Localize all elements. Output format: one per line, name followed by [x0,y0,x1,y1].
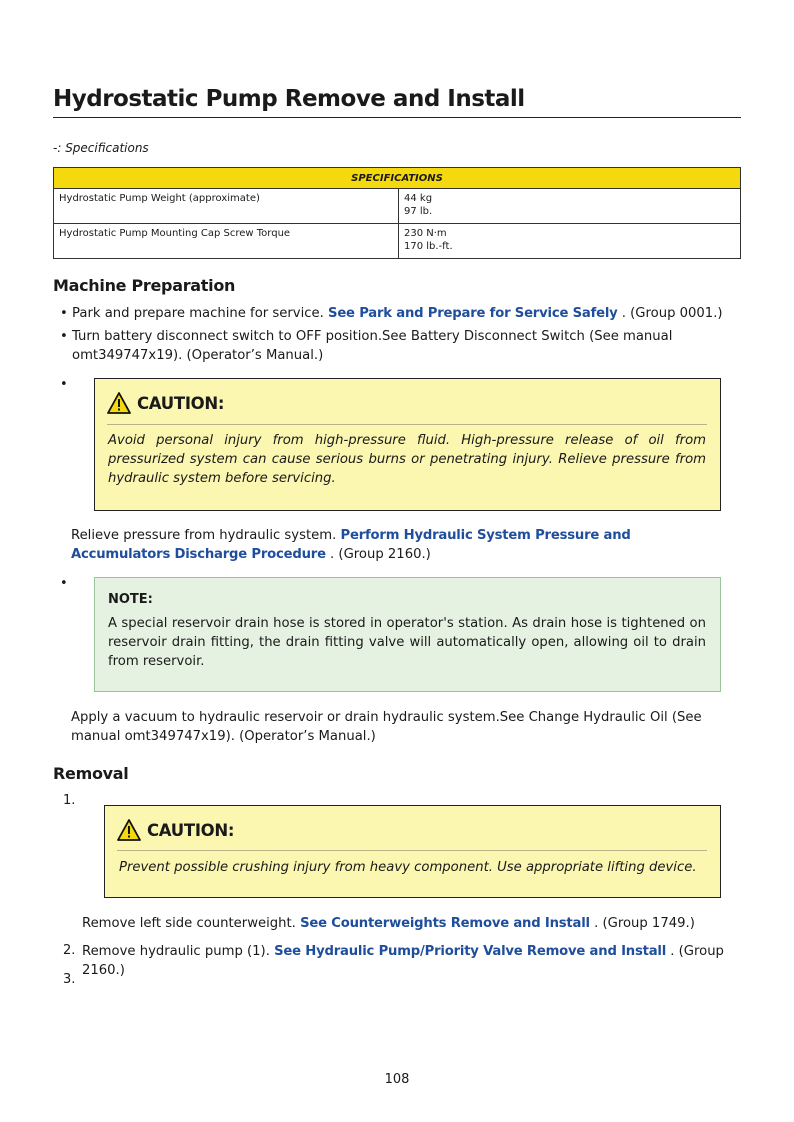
section-heading-removal: Removal [53,764,129,783]
note-title: NOTE: [108,592,153,607]
table-row [54,189,741,224]
hydraulic-discharge-link[interactable]: Perform Hydraulic System Pressure and Accumulators Discharge Procedure [71,528,631,562]
spec-table-header-row [54,168,741,189]
page-title: Hydrostatic Pump Remove and Install [53,86,741,118]
step-number: 3. [63,972,76,987]
spec-table [53,167,741,259]
spec-caption: -: Specifications [53,141,149,155]
bullet-dot: • [60,306,68,321]
warning-triangle-icon [117,819,141,841]
relieve-pressure-paragraph [71,526,711,564]
spec-value-imperial: 97 lb. [404,206,433,217]
table-row [54,224,741,259]
caution-box [104,805,721,898]
caution-header [107,392,224,414]
section-heading-machine-preparation: Machine Preparation [53,276,236,295]
spec-table-header: SPECIFICATIONS [54,168,741,189]
warning-triangle-icon [107,392,131,414]
bullet-dot: • [60,329,68,344]
caution-title: CAUTION: [147,820,235,840]
spec-value-metric: 44 kg [404,193,433,204]
list-item-text: Turn battery disconnect switch to OFF position.See Battery Disconnect Switch (See manual omt349747x19). (Operator’s Manual.) [72,329,673,363]
bullet-list [60,304,740,369]
hydraulic-pump-link[interactable]: See Hydraulic Pump/Priority Valve Remove and Install [274,944,667,959]
spec-label: Hydrostatic Pump Mounting Cap Screw Torque [54,224,399,259]
list-item [60,304,740,323]
spec-value [399,189,741,224]
step-suffix: . (Group 1749.) [589,916,695,931]
bullet-dot: • [60,377,68,392]
bullet-dot: • [60,576,68,591]
vacuum-paragraph: Apply a vacuum to hydraulic reservoir or drain hydraulic system.See Change Hydraulic Oil (See manual omt349747x19). (Operator’s Manual.) [71,710,702,744]
park-prepare-link[interactable]: See Park and Prepare for Service Safely [328,306,618,321]
caution-divider [117,850,707,851]
paragraph-suffix: . (Group 2160.) [325,547,431,562]
page-number: 108 [384,1072,410,1087]
caution-box [94,378,721,511]
step-number: 2. [63,943,76,958]
note-text: A special reservoir drain hose is stored in operator's station. As drain hose is tightened on reservoir drain fitting, the drain fitting valve will automatically open, allowing oil to drain from reservoir. [108,616,706,669]
spec-value [399,224,741,259]
step-text: Remove hydraulic pump (1). [82,944,275,959]
removal-step-1 [82,914,722,933]
step-suffix: . (Group 2160.) [82,944,724,978]
list-item-suffix: . (Group 0001.) [617,306,723,321]
caution-text: Avoid personal injury from high-pressure fluid. High-pressure release of oil from pressurized system can cause serious burns or penetrating injury. Relieve pressure from hydraulic system before servicing. [108,433,706,486]
spec-value-metric: 230 N·m [404,228,447,239]
spec-value-imperial: 170 lb.-ft. [404,241,453,252]
caution-header [117,819,234,841]
caution-title: CAUTION: [137,393,225,413]
spec-label: Hydrostatic Pump Weight (approximate) [54,189,399,224]
list-item [60,327,740,365]
note-box [94,577,721,692]
caution-text: Prevent possible crushing injury from heavy component. Use appropriate lifting device. [119,860,697,875]
paragraph-text: Relieve pressure from hydraulic system. [71,528,341,543]
step-text: Remove left side counterweight. [82,916,301,931]
step-number: 1. [63,793,76,808]
list-item-text: Park and prepare machine for service. [72,306,329,321]
caution-divider [107,424,707,425]
counterweights-link[interactable]: See Counterweights Remove and Install [300,916,590,931]
removal-step-2 [82,942,732,980]
